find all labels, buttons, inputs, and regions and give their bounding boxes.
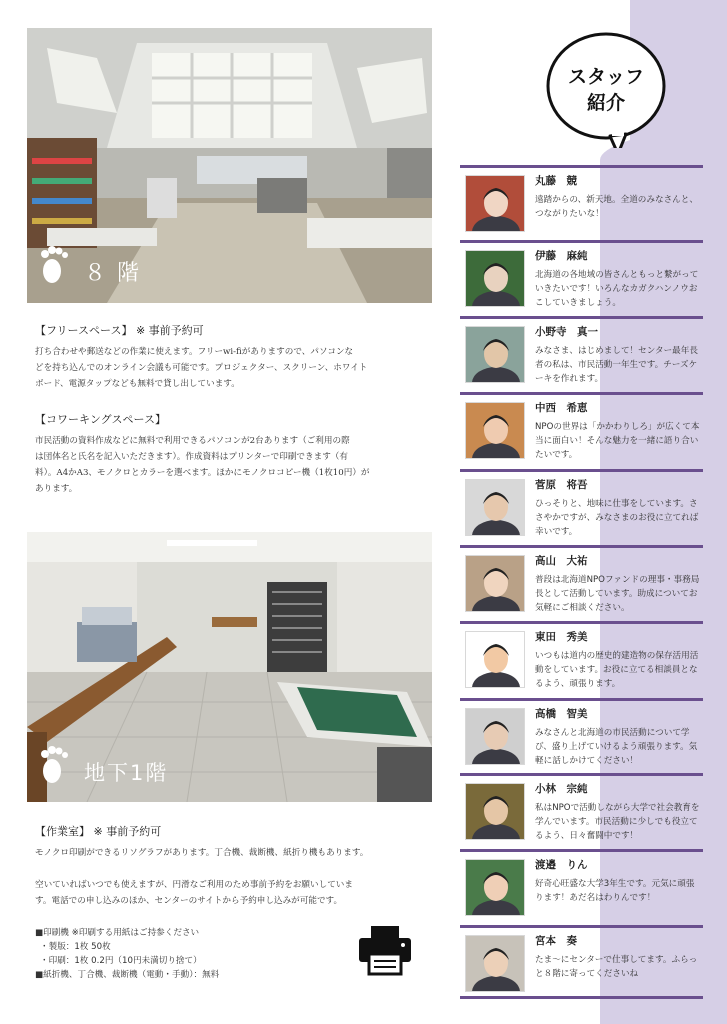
free-space-line-1: 打ち合わせや郵送などの作業に使えます。フリーwi-fiがありますので、パソコンな [35,347,354,357]
workroom-list-2: ・製版：1枚 50枚 [40,942,111,952]
workroom-list-3: ・印刷：1枚 0.2円（10円未満切り捨て） [40,956,202,966]
bubble-title-line2: 紹介 [586,92,625,114]
staff-row [460,773,703,845]
staff-photo [465,935,525,992]
staff-row [460,925,703,997]
staff-row [460,849,703,921]
staff-desc: みなさま、はじめまして！センター最年長者の私は、市民活動一年生です。チーズケーキを作れます。 [535,346,698,384]
staff-name: 東田 秀美 [535,631,588,643]
staff-photo [465,783,525,840]
staff-photo [465,250,525,307]
staff-desc: 北海道の各地域の皆さんともっと繋がっていきたいです！いろんなカガクハンノウおこしていきましょう。 [535,270,699,308]
staff-desc: みなさんと北海道の市民活動について学び、盛り上げていけるよう頑張ります。気軽に話しかけてください！ [535,728,698,766]
staff-desc: NPOの世界は「かかわりしろ」が広くて本当に面白い！そんな魅力を一緒に語り合いたいです。 [535,422,700,460]
staff-desc: いつもは道内の歴史的建造物の保存活用活動をしています。お役に立てる相談員となるよう、頑張ります。 [535,651,699,689]
staff-row [460,698,703,770]
workroom-title: 【作業室】 ※ 事前予約可 [35,825,162,838]
staff-desc: 好奇心旺盛な大学3年生です。元気に頑張ります！あだ名はわりんです！ [535,879,695,903]
staff-photo [465,555,525,612]
staff-row [460,392,703,464]
workroom-list-4: ■紙折機、丁合機、裁断機（電動・手動）：無料 [35,970,220,980]
workroom-line-3: す。電話での申し込みのほか、センターのサイトから予約申し込みが可能です。 [35,896,343,906]
coworking-title: 【コワーキングスペース】 [35,413,167,426]
staff-name: 丸藤 競 [535,175,577,187]
bubble-title-line1: スタッフ [567,66,644,88]
footprint-icon [37,745,71,785]
floor8-label: ８ 階 [84,261,141,286]
basement-label: 地下1階 [84,761,169,785]
staff-name: 菅原 将吾 [535,479,588,491]
staff-photo [465,326,525,383]
coworking-line-3: 料）。A4かA3、モノクロとカラーを選べます。ほかにモノクロコピー機（1枚10円）が [35,468,370,478]
staff-name: 中西 希恵 [535,402,588,414]
staff-name: 小林 宗純 [535,783,588,795]
staff-name: 小野寺 真一 [535,326,598,338]
staff-row [460,469,703,541]
staff-desc: ひっそりと、地味に仕事をしています。ささやかですが、みなさまのお役に立てれば幸いです。 [535,499,699,537]
staff-row [460,316,703,388]
staff-row [460,165,703,237]
staff-name: 高橋 智美 [535,708,588,720]
staff-name: 伊藤 麻純 [535,250,588,262]
staff-photo [465,708,525,765]
free-space-line-2: どを持ち込んでのオンライン会議も可能です。プロジェクター、スクリーン、ホワイト [35,363,368,373]
staff-desc: 遠踏からの、新天地。全道のみなさんと、つながりたいな！ [535,195,698,219]
staff-photo [465,479,525,536]
staff-row [460,545,703,617]
workroom-line-2: 空いていればいつでも使えますが、円滑なご利用のため事前予約をお願いしていま [35,880,353,890]
staff-desc: 私はNPOで活動しながら大学で社会教育を学んでいます。市民活動に少しでも役立てるよう、日々奮闘中です！ [535,803,700,841]
staff-photo [465,402,525,459]
staff-list-end-rule [460,996,703,999]
coworking-line-1: 市民活動の資料作成などに無料で利用できるパソコンが2台あります（ご利用の際 [35,436,350,446]
staff-name: 高山 大祐 [535,555,588,567]
printer-icon [357,922,413,978]
staff-photo [465,175,525,232]
free-space-line-3: ボード、電源タップなども無料で貸し出しています。 [35,379,240,389]
staff-photo [465,631,525,688]
coworking-line-4: あります。 [35,484,78,494]
staff-desc: たま～にセンターで仕事してます。ふらっと８階に寄ってくださいね [535,955,698,979]
staff-row [460,240,703,312]
free-space-title: 【フリースペース】 ※ 事前予約可 [35,324,204,337]
staff-desc: 普段は北海道NPOファンドの理事・事務局長として活動しています。助成についてお気軽にご相談ください。 [535,575,700,613]
workroom-line-1: モノクロ印刷ができるリソグラフがあります。丁合機、裁断機、紙折り機もあります。 [35,848,369,858]
staff-photo [465,859,525,916]
workroom-list-1: ■印刷機 ※印刷する用紙はご持参ください [35,928,200,938]
coworking-line-2: は団体名と氏名を記入いただきます）。作成資料はプリンターで印刷できます（有 [35,452,348,462]
staff-name: 渡邉 りん [535,859,588,871]
staff-name: 宮本 奏 [535,935,577,947]
footprint-icon [37,245,71,285]
staff-row [460,621,703,693]
